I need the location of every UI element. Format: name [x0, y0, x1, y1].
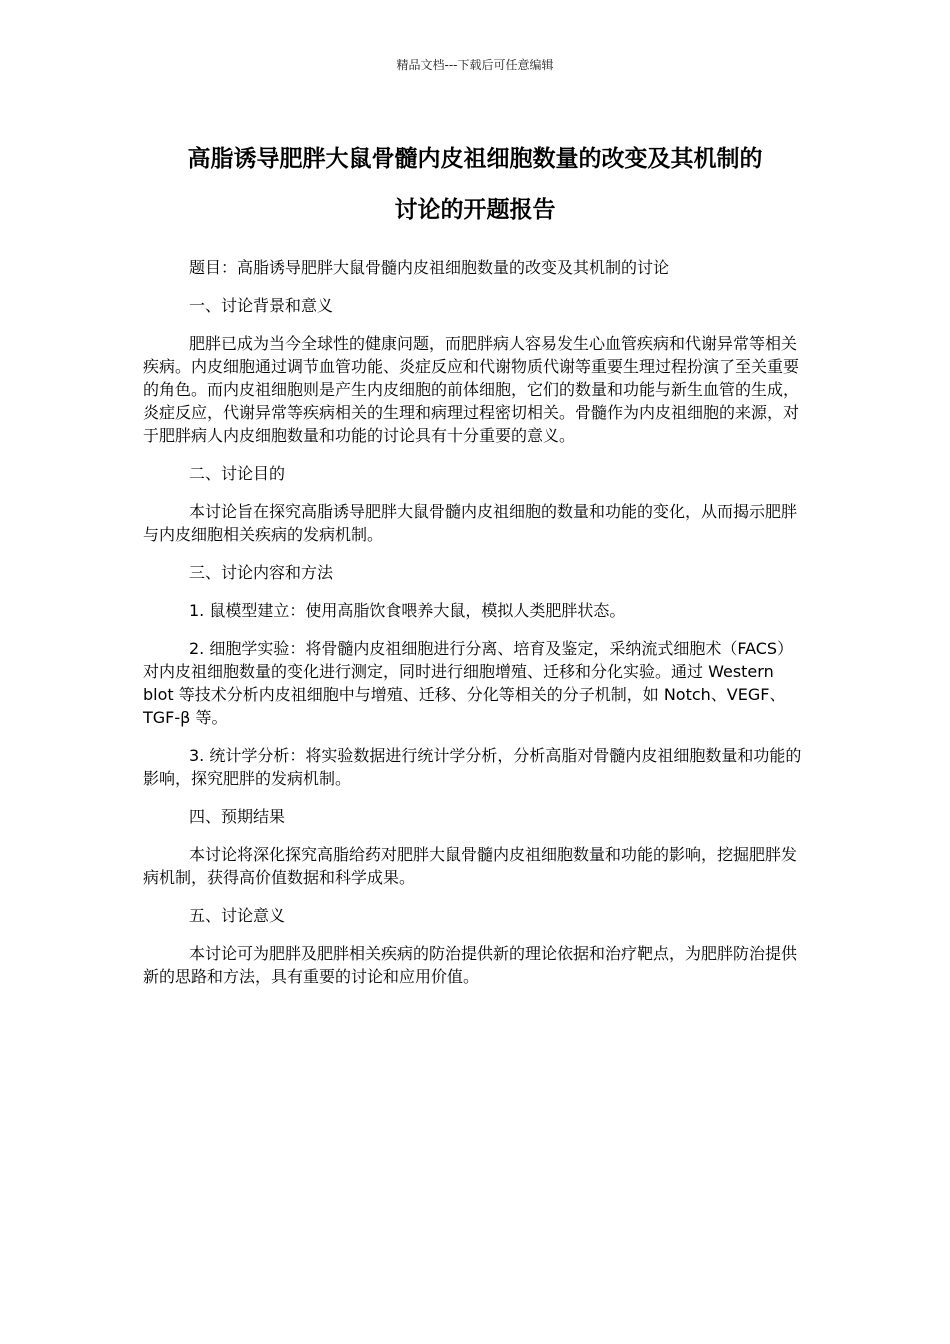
section-heading-methods: 三、讨论内容和方法: [189, 563, 334, 582]
method-item-3: 3. 统计学分析：将实验数据进行统计学分析，分析高脂对骨髓内皮祖细胞数量和功能的影响，探究肥胖的发病机制。: [143, 746, 802, 788]
paragraph-results: 本讨论将深化探究高脂给药对肥胖大鼠骨髓内皮祖细胞数量和功能的影响，挖掘肥胖发病机制，获得高价值数据和科学成果。: [143, 845, 798, 887]
document-body: [143, 256, 805, 1003]
header-note: 精品文档---下载后可任意编辑: [396, 58, 554, 72]
paragraph-significance: 本讨论可为肥胖及肥胖相关疾病的防治提供新的理论依据和治疗靶点，为肥胖防治提供新的思路和方法，具有重要的讨论和应用价值。: [143, 944, 798, 986]
subject-line: 题目：高脂诱导肥胖大鼠骨髓内皮祖细胞数量的改变及其机制的讨论: [189, 258, 670, 277]
paragraph-purpose: 本讨论旨在探究高脂诱导肥胖大鼠骨髓内皮祖细胞的数量和功能的变化，从而揭示肥胖与内皮细胞相关疾病的发病机制。: [143, 502, 798, 544]
section-heading-results: 四、预期结果: [189, 807, 286, 826]
method-item-1: 1. 鼠模型建立：使用高脂饮食喂养大鼠，模拟人类肥胖状态。: [189, 601, 626, 620]
paragraph-background: 肥胖已成为当今全球性的健康问题，而肥胖病人容易发生心血管疾病和代谢异常等相关疾病。内皮细胞通过调节血管功能、炎症反应和代谢物质代谢等重要生理过程扮演了至关重要的角色。而内皮祖细胞则是产生内皮细胞的前体细胞，它们的数量和功能与新生血管的生成，炎症反应，代谢异常等疾病相关的生理和病理过程密切相关。骨髓作为内皮祖细胞的来源，对于肥胖病人内皮细胞数量和功能的讨论具有十分重要的意义。: [143, 334, 800, 445]
section-heading-purpose: 二、讨论目的: [189, 464, 286, 483]
title-line-2: 讨论的开题报告: [394, 197, 556, 223]
document-title: [140, 134, 810, 236]
title-line-1: 高脂诱导肥胖大鼠骨髓内皮祖细胞数量的改变及其机制的: [187, 146, 763, 172]
section-heading-significance: 五、讨论意义: [189, 906, 286, 925]
section-heading-background: 一、讨论背景和意义: [189, 296, 334, 315]
method-item-2: 2. 细胞学实验：将骨髓内皮祖细胞进行分离、培育及鉴定，采纳流式细胞术（FACS）对内皮祖细胞数量的变化进行测定，同时进行细胞增殖、迁移和分化实验。通过 Western blot 等技术分析内皮祖细胞中与增殖、迁移、分化等相关的分子机制，如 Notch、VEGF、TGF-β 等。: [143, 639, 794, 727]
